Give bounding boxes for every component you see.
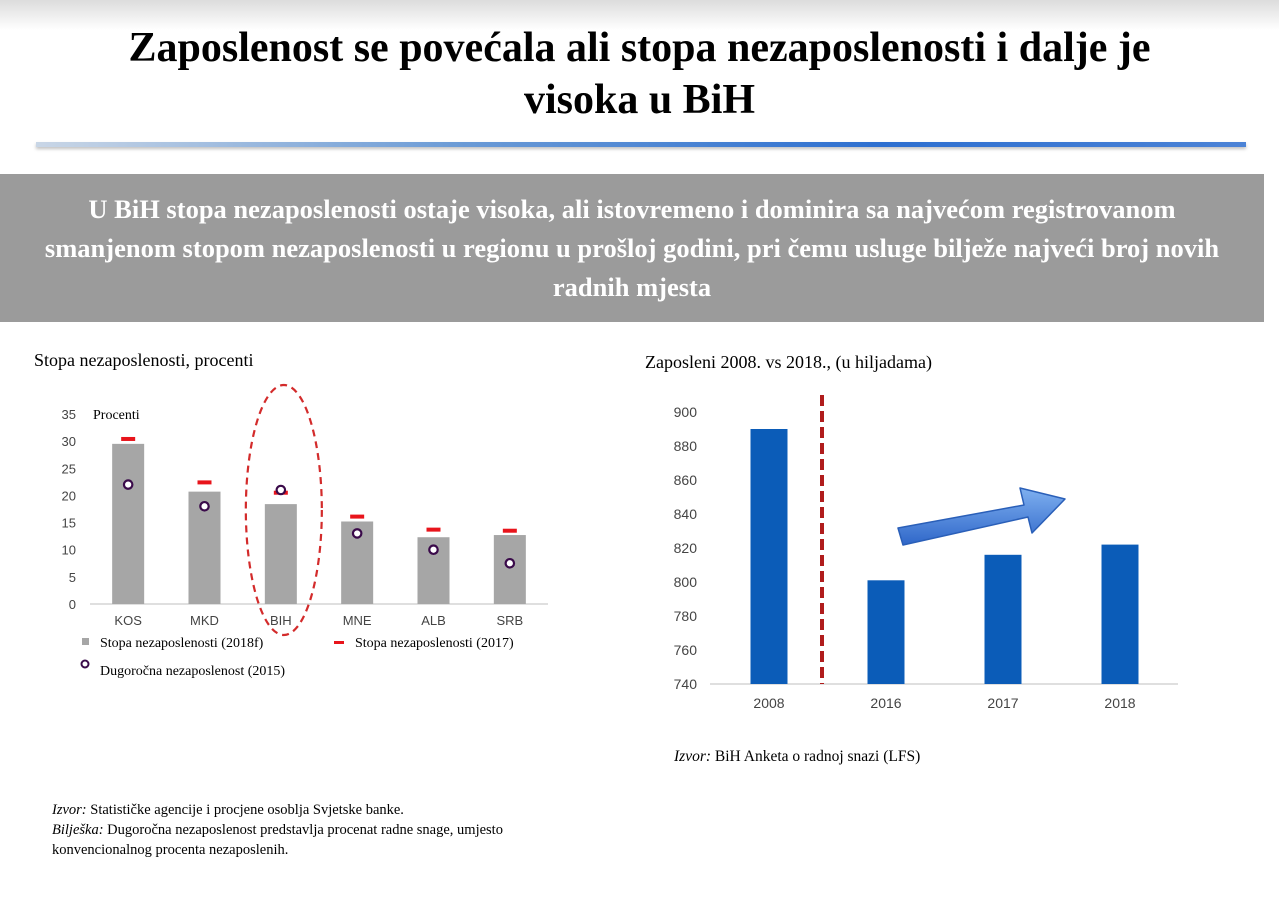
y-tick-label: 20 — [61, 488, 76, 504]
y-tick-label: 760 — [673, 642, 697, 658]
y-tick-label: 25 — [61, 461, 76, 477]
title-line-2: visoka u BiH — [523, 77, 756, 123]
legend-label-2015: Dugoročna nezaposlenost (2015) — [100, 664, 286, 679]
right-source-text: BiH Anketa o radnoj snazi (LFS) — [714, 748, 921, 765]
footnote-source-text: Statističke agencije i procjene osoblja Svjetske banke. — [90, 802, 404, 818]
y-tick-label: 10 — [61, 542, 76, 558]
footnote-remark-label: Bilješka: — [52, 822, 104, 838]
bar-2017 — [985, 555, 1022, 684]
footnote-source-label: Izvor: — [52, 802, 87, 818]
x-tick-label: 2008 — [753, 695, 785, 711]
right-source — [674, 748, 920, 766]
footnote-remark-line-2: konvencionalnog procenta nezaposlenih. — [52, 842, 289, 858]
y-tick-label: 15 — [61, 515, 76, 531]
trend-arrow — [898, 488, 1065, 545]
footnote — [52, 800, 503, 860]
right-chart-title: Zaposleni 2008. vs 2018., (u hiljadama) — [645, 352, 932, 372]
y-tick-label: 740 — [673, 676, 697, 692]
y-tick-label: 780 — [673, 608, 697, 624]
banner-text: U BiH stopa nezaposlenosti ostaje visoka, ali istovremeno i dominira sa najvećom registrovanom smanjenom stopom nezaposlenosti u regionu u prošloj godini, pri čemu usluge bilježe najveći broj novih radnih mjesta — [44, 193, 1220, 302]
y-tick-label: 880 — [673, 438, 697, 454]
title-line-1: Zaposlenost se povećala ali stopa nezaposlenosti i dalje je — [128, 25, 1151, 71]
y-tick-label: 35 — [61, 407, 76, 422]
bar-2018 — [1102, 545, 1139, 684]
y-tick-label: 900 — [673, 404, 697, 420]
footnote-source-line — [52, 800, 503, 820]
x-tick-label: ALB — [421, 613, 446, 628]
legend-label-2017: Stopa nezaposlenosti (2017) — [355, 636, 514, 651]
y-tick-label: 860 — [673, 472, 697, 488]
x-tick-label: SRB — [496, 613, 524, 628]
y-tick-label: 800 — [673, 574, 697, 590]
footnote-remark-line — [52, 820, 503, 840]
y-tick-label: 840 — [673, 506, 697, 522]
x-tick-label: MKD — [190, 613, 219, 628]
y-axis-label: Procenti — [93, 408, 140, 423]
y-tick-label: 820 — [673, 540, 697, 556]
bar-2008 — [751, 429, 788, 684]
right-source-label: Izvor: — [674, 748, 712, 765]
footnote-remark-text: Dugoročna nezaposlenost predstavlja procenat radne snage, umjesto — [107, 822, 503, 838]
x-tick-label: 2017 — [987, 695, 1019, 711]
y-tick-label: 0 — [68, 597, 76, 612]
x-tick-label: BIH — [269, 613, 292, 628]
x-tick-label: KOS — [114, 613, 142, 628]
left-chart-title: Stopa nezaposlenosti, procenti — [34, 350, 254, 370]
x-tick-label: 2018 — [1104, 695, 1136, 711]
bar-2016 — [868, 580, 905, 684]
y-tick-label: 30 — [61, 434, 76, 450]
x-tick-label: 2016 — [870, 695, 902, 711]
x-tick-label: MNE — [342, 613, 372, 628]
legend-label-2018: Stopa nezaposlenosti (2018f) — [100, 636, 264, 651]
y-tick-label: 5 — [68, 569, 76, 585]
